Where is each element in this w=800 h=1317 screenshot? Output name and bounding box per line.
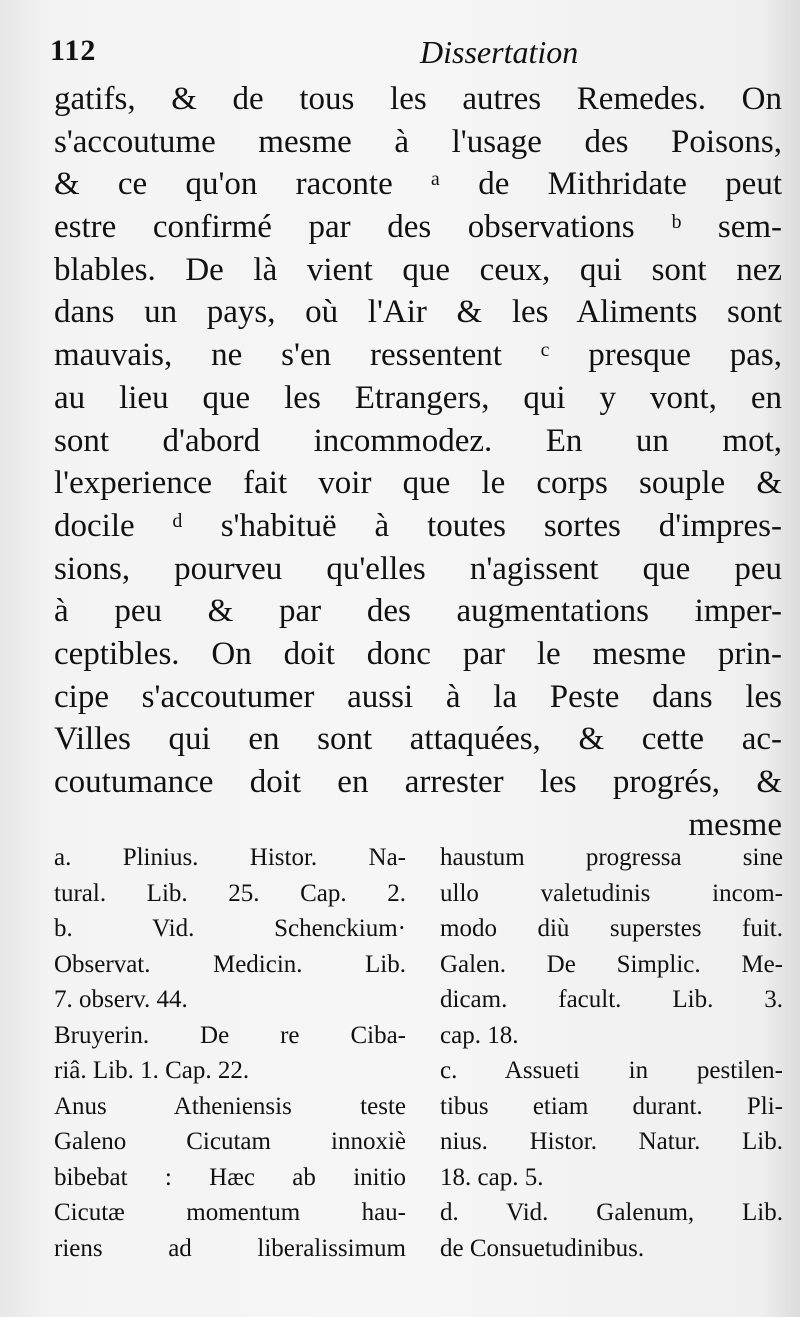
footnote-line: a. Plinius. Histor. Na- — [54, 844, 406, 871]
text-line: à peu & par des augmentations imper- — [54, 593, 782, 630]
text-line: & ce qu'on raconte ᵃ de Mithridate peut — [54, 166, 782, 203]
footnote-line: Galen. De Simplic. Me- — [440, 950, 783, 978]
footnote-line: tibus etiam durant. Pli- — [440, 1092, 783, 1120]
text-line: coutumance doit en arrester les progrés, & — [54, 764, 782, 800]
footnote-line: 7. observ. 44. — [54, 986, 188, 1013]
text-line: au lieu que les Etrangers, qui y vont, en — [54, 379, 782, 416]
text-line: docile ᵈ s'habituë à toutes sortes d'impres- — [54, 507, 782, 544]
footnote-line: dicam. facult. Lib. 3. — [440, 986, 783, 1013]
footnote-line: tural. Lib. 25. Cap. 2. — [54, 879, 406, 907]
footnote-line: cap. 18. — [440, 1021, 519, 1049]
page-header — [50, 34, 770, 74]
footnote-line: Galeno Cicutam innoxiè — [54, 1128, 406, 1155]
text-line: s'accoutume mesme à l'usage des Poisons, — [54, 123, 782, 160]
footnote-line: de Consuetudinibus. — [440, 1234, 645, 1262]
main-text-block — [54, 78, 782, 846]
text-line: cipe s'accoutumer aussi à la Peste dans les — [54, 678, 782, 715]
footnote-line: d. Vid. Galenum, Lib. — [440, 1199, 783, 1226]
footnote-line: riens ad liberalissimum — [54, 1234, 406, 1262]
text-line: sont d'abord incommodez. En un mot, — [54, 422, 782, 459]
page-number: 112 — [50, 34, 97, 67]
footnotes-left-column — [54, 840, 406, 1266]
text-line: Villes qui en sont attaquées, & cette ac- — [54, 721, 782, 758]
text-line: estre confirmé par des observations ᵇ sem- — [54, 209, 782, 246]
catchword: mesme — [688, 806, 782, 843]
footnote-line: b. Vid. Schenckium· — [54, 915, 406, 942]
text-line: ceptibles. On doit donc par le mesme prin- — [54, 635, 782, 672]
footnote-line: modo diù superstes fuit. — [440, 915, 783, 942]
footnote-line: 18. cap. 5. — [440, 1163, 544, 1191]
footnote-line: Cicutæ momentum hau- — [54, 1199, 406, 1226]
text-line: dans un pays, où l'Air & les Aliments sont — [54, 294, 782, 331]
footnote-line: nius. Histor. Natur. Lib. — [440, 1128, 783, 1155]
text-line: blables. De là vient que ceux, qui sont nez — [54, 251, 782, 288]
footnote-line: Anus Atheniensis teste — [54, 1092, 406, 1120]
footnote-line: c. Assueti in pestilen- — [440, 1057, 783, 1084]
footnote-line: riâ. Lib. 1. Cap. 22. — [54, 1057, 250, 1084]
footnote-line: Observat. Medicin. Lib. — [54, 950, 406, 978]
footnote-line: haustum progressa sine — [440, 844, 783, 871]
text-line: l'experience fait voir que le corps souple & — [54, 465, 782, 502]
text-line: gatifs, & de tous les autres Remedes. On — [54, 81, 782, 117]
footnote-line: Bruyerin. De re Ciba- — [54, 1021, 406, 1049]
footnote-line: ullo valetudinis incom- — [440, 879, 783, 907]
text-line: sions, pourveu qu'elles n'agissent que peu — [54, 550, 782, 587]
footnote-line: bibebat : Hæc ab initio — [54, 1163, 406, 1191]
text-line: mauvais, ne s'en ressentent ᶜ presque pas, — [54, 337, 782, 374]
footnotes-right-column — [440, 840, 783, 1266]
running-title: Dissertation — [420, 34, 579, 70]
